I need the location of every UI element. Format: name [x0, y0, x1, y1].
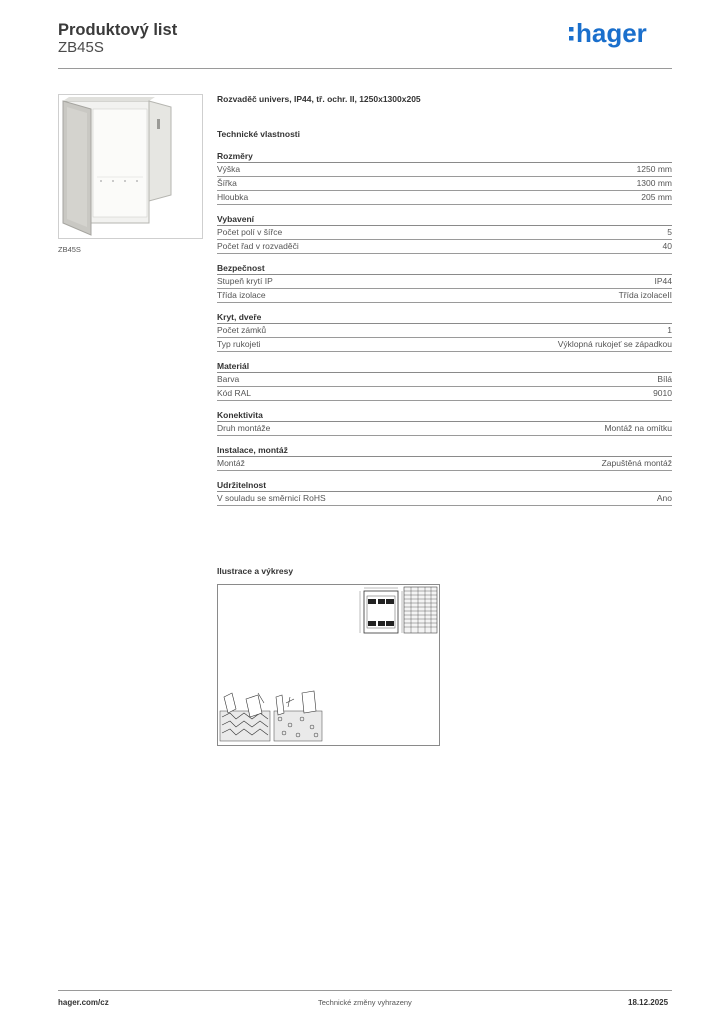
- spec-value: 40: [662, 241, 672, 251]
- spec-label: Typ rukojeti: [217, 339, 261, 349]
- spec-group-safety: [217, 262, 672, 303]
- spec-label: Barva: [217, 374, 240, 384]
- footer-divider: [58, 990, 672, 991]
- illustrations-box: [217, 584, 440, 746]
- hager-logo: [566, 15, 662, 51]
- photo-caption: ZB45S: [58, 245, 81, 254]
- spec-row: [217, 240, 672, 254]
- spec-row: [217, 373, 672, 387]
- wall-installation-drawing-icon: [220, 693, 270, 741]
- group-title: Kryt, dveře: [217, 311, 672, 324]
- dimension-table-icon: [404, 587, 437, 633]
- spec-label: Počet zámků: [217, 325, 267, 335]
- spec-label: Montáž: [217, 458, 245, 468]
- spec-value: 205 mm: [641, 192, 672, 202]
- spec-row: [217, 422, 672, 436]
- spec-row: [217, 163, 672, 177]
- spec-value: 1300 mm: [636, 178, 672, 188]
- spec-row: [217, 289, 672, 303]
- group-title: Rozměry: [217, 150, 672, 163]
- spec-value: 1: [667, 325, 672, 335]
- spec-value: IP44: [654, 276, 672, 286]
- product-photo: [58, 94, 203, 239]
- group-title: Konektivita: [217, 409, 672, 422]
- spec-label: Druh montáže: [217, 423, 271, 433]
- spec-row: [217, 177, 672, 191]
- spec-group-material: [217, 360, 672, 401]
- spec-row: [217, 324, 672, 338]
- spec-row: [217, 492, 672, 506]
- spec-label: Počet polí v šířce: [217, 227, 283, 237]
- spec-label: Stupeň krytí IP: [217, 276, 273, 286]
- spec-label: Výška: [217, 164, 241, 174]
- page-title: Produktový list: [58, 21, 178, 39]
- spec-label: V souladu se směrnicí RoHS: [217, 493, 326, 503]
- spec-value: Ano: [656, 493, 672, 503]
- spec-value: Třída izolaceII: [618, 290, 672, 300]
- spec-row: [217, 191, 672, 205]
- enclosure-photo-icon: [59, 95, 202, 238]
- spec-label: Třída izolace: [217, 290, 266, 300]
- group-title: Instalace, montáž: [217, 444, 672, 457]
- spec-value: 5: [667, 227, 672, 237]
- footer-date: 18.12.2025: [628, 998, 669, 1007]
- spec-group-cover-door: [217, 311, 672, 352]
- spec-row: [217, 457, 672, 471]
- group-title: Vybavení: [217, 213, 672, 226]
- spec-row: [217, 226, 672, 240]
- dimension-drawing-icon: [360, 588, 402, 633]
- spec-row: [217, 338, 672, 352]
- spec-column: [217, 94, 672, 514]
- spec-group-equipment: [217, 213, 672, 254]
- spec-group-sustainability: [217, 479, 672, 506]
- group-title: Bezpečnost: [217, 262, 672, 275]
- spec-label: Hloubka: [217, 192, 249, 202]
- header-divider: [58, 68, 672, 69]
- spec-value: Zapuštěná montáž: [601, 458, 672, 468]
- spec-row: [217, 275, 672, 289]
- svg-text:hager: hager: [576, 18, 647, 48]
- spec-label: Počet řad v rozvaděči: [217, 241, 299, 251]
- footer-disclaimer: Technické změny vyhrazeny: [318, 998, 412, 1007]
- mounting-drawing-icon: [274, 691, 322, 741]
- spec-label: Šířka: [217, 178, 237, 188]
- drawings-icon: [218, 585, 439, 745]
- group-title: Udržitelnost: [217, 479, 672, 492]
- spec-value: Výklopná rukojeť se západkou: [557, 339, 672, 349]
- spec-value: 1250 mm: [636, 164, 672, 174]
- spec-value: Montáž na omítku: [604, 423, 672, 433]
- product-code: ZB45S: [58, 39, 104, 56]
- spec-value: Bílá: [657, 374, 672, 384]
- spec-row: [217, 387, 672, 401]
- illustrations-heading: Ilustrace a výkresy: [217, 566, 294, 576]
- footer-website-link[interactable]: hager.com/cz: [58, 998, 109, 1007]
- spec-value: 9010: [653, 388, 672, 398]
- product-title: Rozvaděč univers, IP44, tř. ochr. II, 1250x1300x205: [217, 94, 421, 104]
- spec-label: Kód RAL: [217, 388, 252, 398]
- group-title: Materiál: [217, 360, 672, 373]
- section-heading-technical: Technické vlastnosti: [217, 129, 300, 139]
- spec-group-installation: [217, 444, 672, 471]
- spec-group-connectivity: [217, 409, 672, 436]
- spec-group-dimensions: [217, 150, 672, 205]
